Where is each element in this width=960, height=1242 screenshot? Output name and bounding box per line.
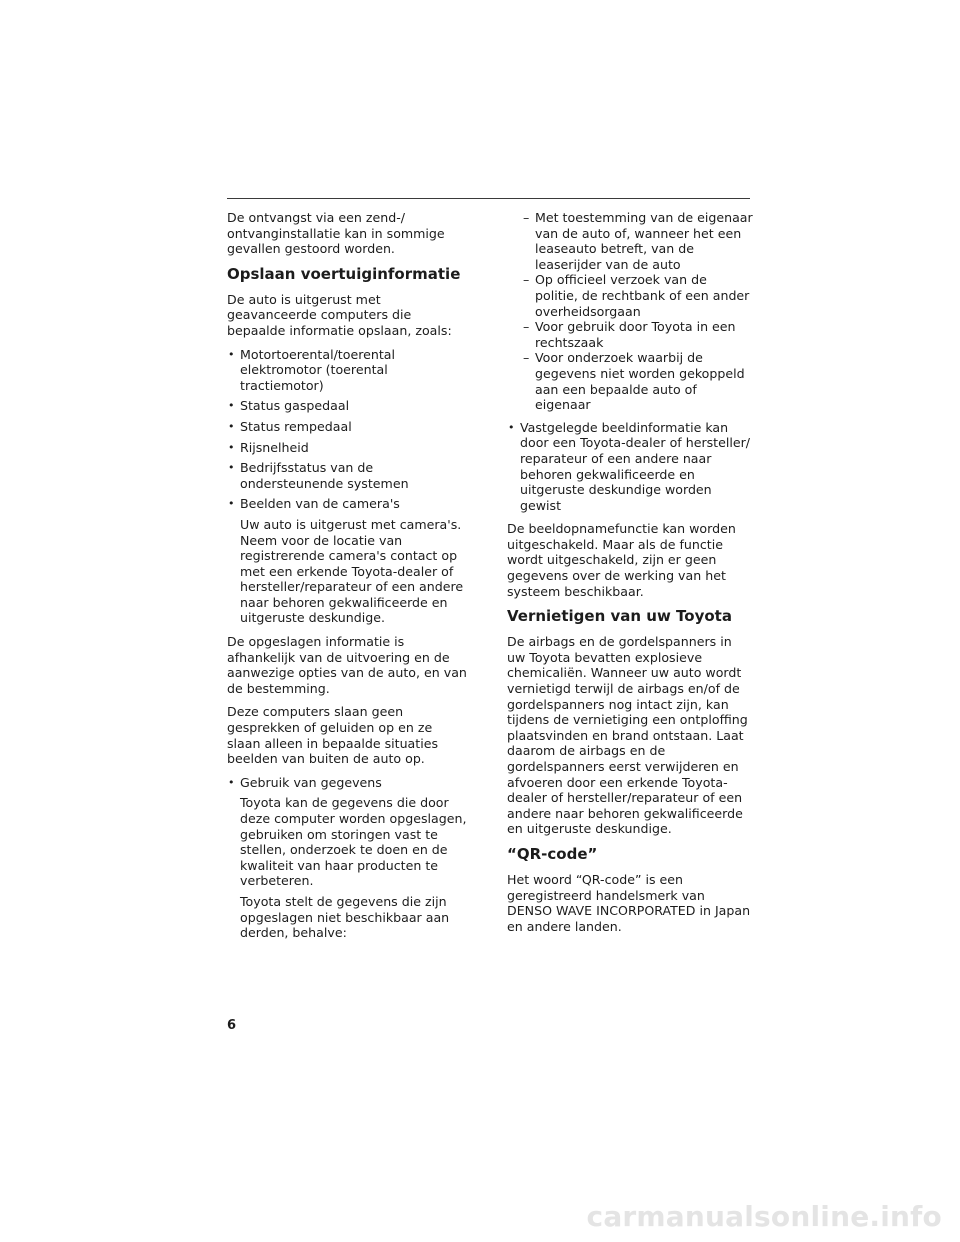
heading-storage: Opslaan voertuiginformatie bbox=[227, 264, 461, 283]
left-column bbox=[227, 210, 467, 946]
storage-item: • Status gaspedaal bbox=[227, 398, 467, 414]
image-erase-item: • Vastgelegde beeldinformatie kan door een Toyota-dealer of hersteller/ reparateur of een andere naar behoren gekwalificeerde en uitgeruste deskundige worden gewist bbox=[507, 420, 753, 514]
data-use-note: Toyota kan de gegevens die door deze computer worden opgeslagen, gebruiken om storingen vast te stellen, onderzoek te doen en de kwaliteit van haar producten te verbeteren. bbox=[240, 795, 467, 889]
data-use-item: • Gebruik van gegevens bbox=[227, 775, 467, 791]
exception-item: – Met toestemming van de eigenaar van de auto of, wanneer het een leaseauto betreft, van de leaserijder van de auto bbox=[507, 210, 753, 272]
watermark: carmanualsonline.info bbox=[586, 1200, 942, 1233]
storage-list bbox=[227, 347, 467, 512]
camera-note: Uw auto is uitgerust met camera's. Neem voor de locatie van registrerende camera's contact op met een erkende Toyota-dealer of hersteller/reparateur of een andere naar behoren gekwalificeerde en uitgeruste deskundige. bbox=[240, 516, 464, 626]
heading-destroy: Vernietigen van uw Toyota bbox=[507, 607, 732, 626]
availability-paragraph: De opgeslagen informatie is afhankelijk van de uitvoering en de aanwezige opties van de auto, en van de bestemming. bbox=[227, 634, 467, 696]
intro-paragraph: De ontvangst via een zend-/ ontvanginstallatie kan in sommige gevallen gestoord worden. bbox=[227, 210, 445, 257]
storage-intro: De auto is uitgerust met geavanceerde computers die bepaalde informatie opslaan, zoals: bbox=[227, 291, 452, 338]
disable-paragraph: De beeldopnamefunctie kan worden uitgeschakeld. Maar als de functie wordt uitgeschakeld, zijn er geen gegevens over de werking van het systeem beschikbaar. bbox=[507, 521, 736, 599]
storage-item: • Motortoerental/toerental elektromotor (toerental tractiemotor) bbox=[227, 347, 467, 394]
exceptions-list bbox=[507, 210, 753, 413]
storage-item: • Beelden van de camera's bbox=[227, 496, 467, 512]
exception-item: – Op officieel verzoek van de politie, de rechtbank of een ander overheidsorgaan bbox=[507, 272, 753, 319]
heading-qr: “QR-code” bbox=[507, 844, 598, 863]
destroy-paragraph: De airbags en de gordelspanners in uw Toyota bevatten explosieve chemicaliën. Wanneer uw auto wordt vernietigd terwijl de airbags en/of de gordelspanners nog intact zijn, kan tijdens de vernietiging een ontploffing plaatsvinden en brand ontstaan. Laat daarom de airbags en de gordelspanners eerst verwijderen en afvoeren door een erkende Toyota-dealer of hersteller/reparateur of een andere naar behoren gekwalificeerde en uitgeruste deskundige. bbox=[507, 634, 748, 837]
data-use-list bbox=[227, 775, 467, 791]
exception-item: – Voor onderzoek waarbij de gegevens niet worden gekoppeld aan een bepaalde auto of eigenaar bbox=[507, 350, 753, 412]
recording-paragraph: Deze computers slaan geen gesprekken of geluiden op en ze slaan alleen in bepaalde situaties beelden van buiten de auto op. bbox=[227, 704, 439, 767]
storage-item: • Rijsnelheid bbox=[227, 440, 467, 456]
image-erase-list bbox=[507, 420, 753, 514]
storage-item: • Bedrijfsstatus van de ondersteunende systemen bbox=[227, 460, 467, 491]
exception-item: – Voor gebruik door Toyota in een rechtszaak bbox=[507, 319, 753, 350]
page-number: 6 bbox=[227, 1018, 237, 1033]
qr-paragraph: Het woord “QR-code” is een geregistreerd handelsmerk van DENSO WAVE INCORPORATED in Japan en andere landen. bbox=[507, 871, 751, 934]
storage-item: • Status rempedaal bbox=[227, 419, 467, 435]
right-column bbox=[507, 210, 753, 942]
header-rule bbox=[227, 198, 750, 199]
data-use-note: Toyota stelt de gegevens die zijn opgeslagen niet beschikbaar aan derden, behalve: bbox=[240, 893, 450, 941]
